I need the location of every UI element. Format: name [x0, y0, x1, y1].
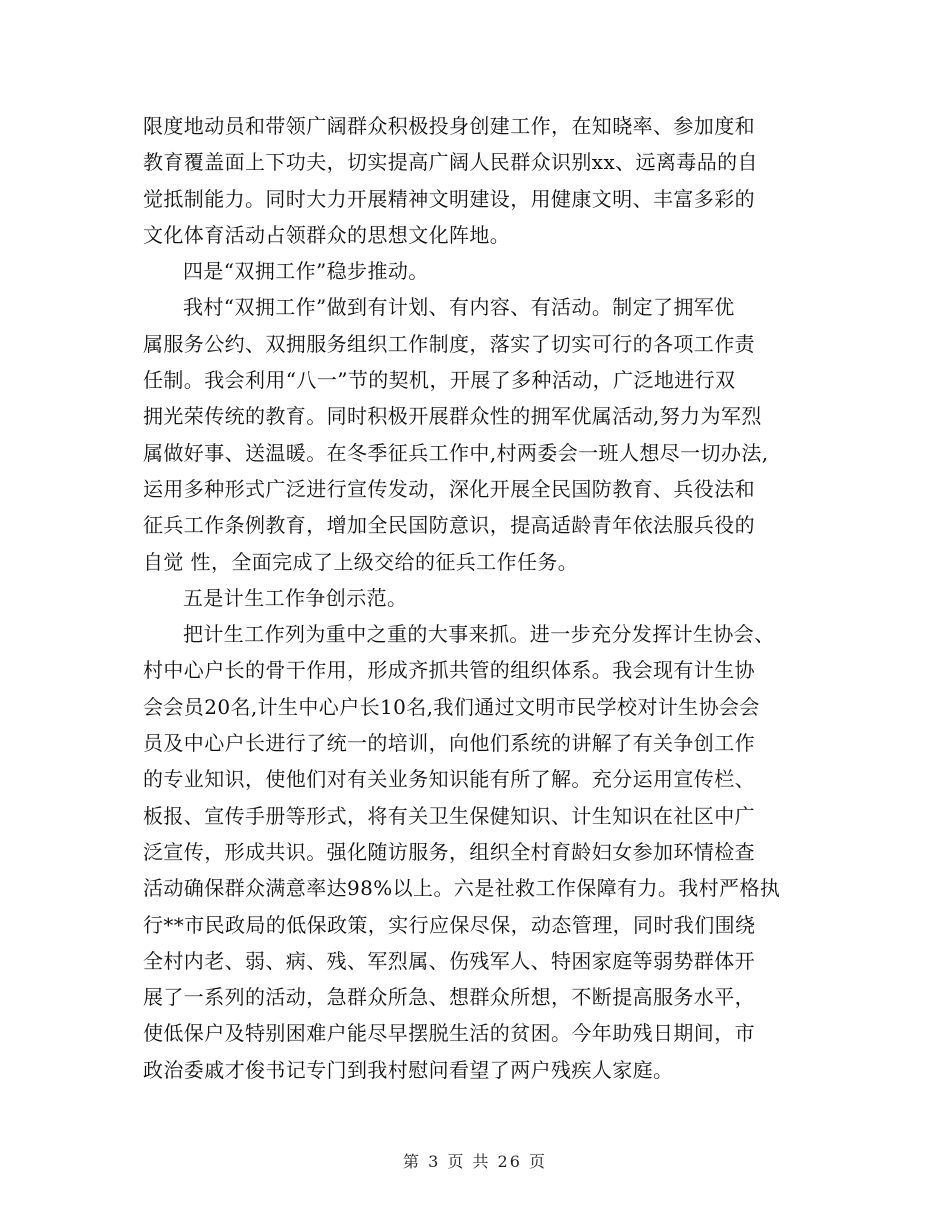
- text-line: 任制。我会利用“八一”节的契机，开展了多种活动，广泛地进行双: [143, 368, 736, 393]
- text-line: 泛宣传，形成共识。强化随访服务，组织全村育龄妇女参加环情检查: [143, 839, 755, 864]
- text-line: 展了一系列的活动，急群众所急、想群众所想，不断提高服务水平，: [143, 985, 755, 1010]
- text-line: 属服务公约、双拥服务组织工作制度，落实了切实可行的各项工作责: [143, 331, 755, 356]
- text-line: 员及中心户长进行了统一的培训，向他们系统的讲解了有关争创工作: [143, 731, 755, 756]
- text-line: 行**市民政局的低保政策，实行应保尽保，动态管理，同时我们围绕: [143, 912, 756, 937]
- text-line: 活动确保群众满意率达98%以上。六是社救工作保障有力。我村严格执: [143, 876, 781, 901]
- text-line: 征兵工作条例教育，增加全民国防意识，提高适龄青年依法服兵役的: [143, 513, 755, 538]
- text-line: 拥光荣传统的教育。同时积极开展群众性的拥军优属活动,努力为军烈: [143, 404, 762, 429]
- text-line: 觉抵制能力。同时大力开展精神文明建设，用健康文明、丰富多彩的: [143, 186, 755, 211]
- document-body: [143, 108, 808, 1088]
- page-number-footer: 第 3 页 共 26 页: [403, 1152, 547, 1171]
- text-line: 村中心户长的骨干作用，形成齐抓共管的组织体系。我会现有计生协: [143, 658, 755, 683]
- text-line: 教育覆盖面上下功夫，切实提高广阔人民群众识别xx、远离毒品的自: [143, 150, 758, 175]
- text-line: 使低保户及特别困难户能尽早摆脱生活的贫困。今年助残日期间，市: [143, 1021, 755, 1046]
- text-line: 把计生工作列为重中之重的大事来抓。进一步充分发挥计生协会、: [183, 622, 775, 647]
- text-line: 属做好事、送温暖。在冬季征兵工作中,村两委会一班人想尽一切办法,: [143, 440, 769, 465]
- text-line: 文化体育活动占领群众的思想文化阵地。: [143, 222, 511, 247]
- text-line: 运用多种形式广泛进行宣传发动，深化开展全民国防教育、兵役法和: [143, 476, 755, 501]
- section-heading: 五是计生工作争创示范。: [183, 585, 408, 610]
- section-heading: 四是“双拥工作”稳步推动。: [183, 259, 429, 284]
- text-line: 自觉 性，全面完成了上级交给的征兵工作任务。: [143, 549, 579, 574]
- text-line: 限度地动员和带领广阔群众积极投身创建工作，在知晓率、参加度和: [143, 114, 755, 138]
- text-line: 全村内老、弱、病、残、军烈属、伤残军人、特困家庭等弱势群体开: [143, 948, 755, 973]
- text-line: 我村“双拥工作”做到有计划、有内容、有活动。制定了拥军优: [183, 295, 735, 320]
- text-line: 板报、宣传手册等形式，将有关卫生保健知识、计生知识在社区中广: [143, 803, 755, 828]
- text-line: 会会员20名,计生中心户长10名,我们通过文明市民学校对计生协会会: [143, 694, 760, 719]
- text-line: 的专业知识，使他们对有关业务知识能有所了解。充分运用宣传栏、: [143, 767, 755, 792]
- text-line: 政治委戚才俊书记专门到我村慰问看望了两户残疾人家庭。: [143, 1057, 674, 1082]
